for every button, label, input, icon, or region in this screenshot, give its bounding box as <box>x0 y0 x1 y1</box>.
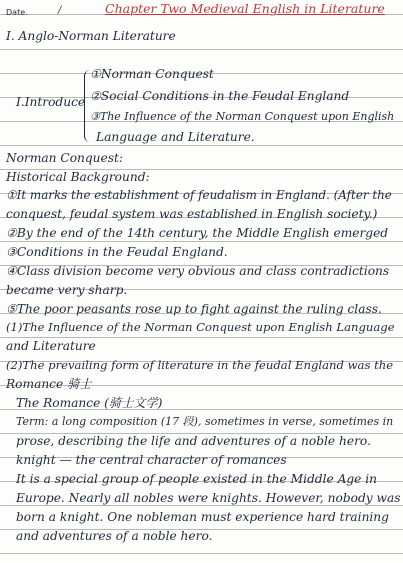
romance-line: Europe. Nearly all nobles were knights. However, nobody was <box>16 491 401 505</box>
intro-label: I.Introduce <box>16 95 86 109</box>
prevailing-line: (2)The prevailing form of literature in the feudal England was the <box>6 358 394 372</box>
romance-heading: The Romance (骑士文学) <box>16 396 163 410</box>
point-line: ⑤The poor peasants rose up to fight against the ruling class. <box>6 302 382 316</box>
point-line: ①It marks the establishment of feudalism in England. (After the <box>6 188 392 202</box>
romance-line: born a knight. One nobleman must experience hard training <box>16 510 389 524</box>
point-line: ③Conditions in the Feudal England. <box>6 245 228 259</box>
intro-item: ③The Influence of the Norman Conquest upon English <box>90 110 395 123</box>
influence-line: (1)The Influence of the Norman Conquest upon English Language <box>6 320 395 334</box>
norman-conquest-label: Norman Conquest: <box>6 151 124 165</box>
section-heading: I. Anglo-Norman Literature <box>6 29 176 43</box>
point-line: ④Class division become very obvious and class contradictions <box>6 264 390 278</box>
point-line: ②By the end of the 14th century, the Middle English emerged <box>6 226 389 240</box>
influence-line: and Literature <box>6 339 96 353</box>
intro-item: ②Social Conditions in the Feudal England <box>90 89 350 103</box>
page-title: Chapter Two Medieval English in Literature <box>105 1 385 16</box>
romance-line: It is a special group of people existed in the Middle Age in <box>16 472 378 486</box>
prevailing-line: Romance 骑士 <box>6 377 92 391</box>
historical-background-label: Historical Background: <box>6 170 150 184</box>
romance-line: knight — the central character of romances <box>16 453 287 467</box>
romance-line: and adventures of a noble hero. <box>16 529 213 543</box>
point-line: conquest, feudal system was established in English society.) <box>6 207 378 221</box>
intro-item: ①Norman Conquest <box>90 67 214 81</box>
point-line: became very sharp. <box>6 283 128 297</box>
romance-line: prose, describing the life and adventures of a noble hero. <box>16 434 371 448</box>
intro-item: Language and Literature. <box>96 130 255 144</box>
date-label: Date. <box>6 8 28 17</box>
date-slash: / <box>58 5 62 16</box>
romance-line: Term: a long composition (17 段), sometimes in verse, sometimes in <box>16 415 394 428</box>
